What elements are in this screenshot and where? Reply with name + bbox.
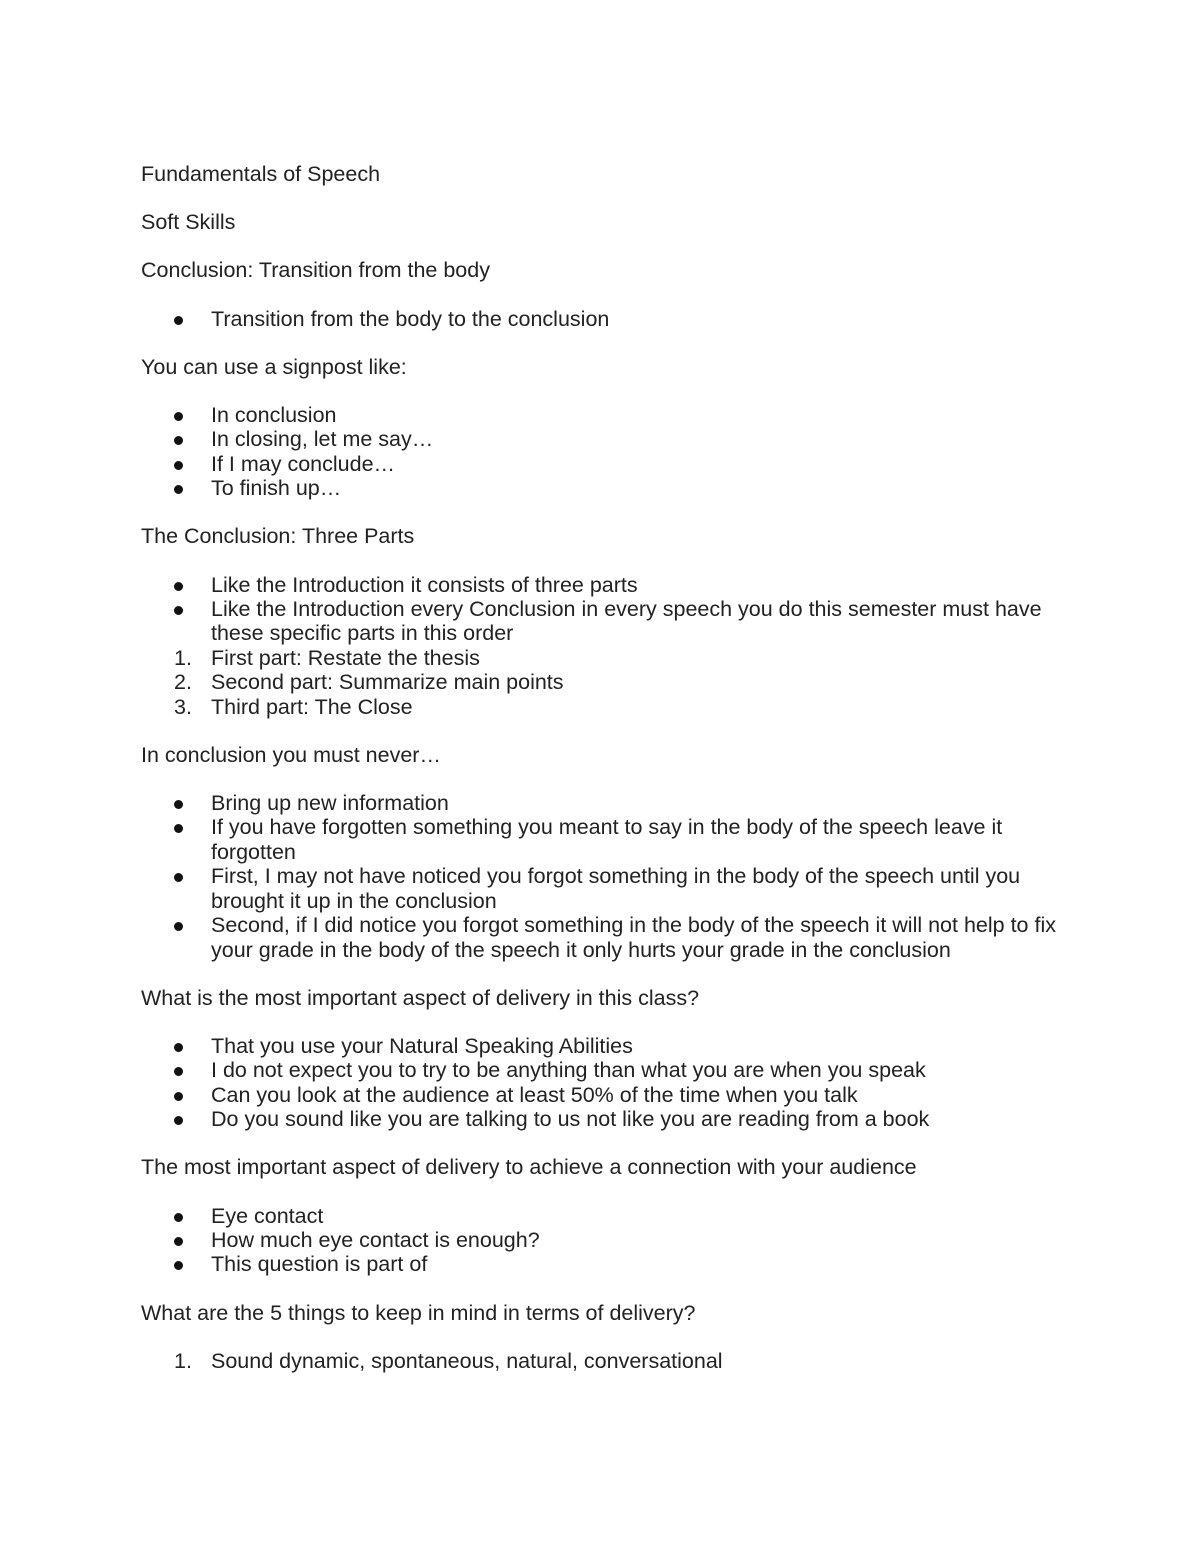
bullet-icon [174,1092,183,1101]
bullet-icon [174,436,183,445]
bullet-list [141,791,1061,962]
bullet-icon [174,1237,183,1246]
list-item: I do not expect you to try to be anything than what you are when you speak [141,1058,1061,1082]
numbered-list [141,1349,1061,1373]
list-item: How much eye contact is enough? [141,1228,1061,1252]
list-number: 3. [174,694,192,719]
section-heading: The most important aspect of delivery to achieve a connection with your audience [141,1155,917,1180]
list-item: Can you look at the audience at least 50% of the time when you talk [141,1083,1061,1107]
bullet-icon [174,1213,183,1222]
section-heading: What is the most important aspect of delivery in this class? [141,985,700,1010]
list-item: If you have forgotten something you meant to say in the body of the speech leave it forgotten [141,815,1061,864]
numbered-list [141,646,1061,719]
section-heading: In conclusion you must never… [141,742,441,767]
bullet-icon [174,461,183,470]
list-item: Bring up new information [141,791,1061,815]
section-heading: Conclusion: Transition from the body [141,258,490,283]
bullet-icon [174,316,183,325]
bullet-list [141,1034,1061,1132]
bullet-icon [174,606,183,615]
bullet-icon [174,873,183,882]
list-item: Do you sound like you are talking to us not like you are reading from a book [141,1107,1061,1131]
bullet-list [141,403,1061,501]
list-item: Eye contact [141,1204,1061,1228]
list-item: In conclusion [141,403,1061,427]
bullet-icon [174,1043,183,1052]
section-heading: What are the 5 things to keep in mind in terms of delivery? [141,1300,696,1325]
list-item: Transition from the body to the conclusion [141,307,1061,331]
bullet-icon [174,485,183,494]
list-item: This question is part of [141,1252,1061,1276]
bullet-icon [174,800,183,809]
bullet-icon [174,1261,183,1270]
section-heading: You can use a signpost like: [141,354,407,379]
bullet-icon [174,1067,183,1076]
list-item: Like the Introduction every Conclusion in every speech you do this semester must have these specific parts in this order [141,597,1061,646]
bullet-list [141,307,1061,331]
list-item: First, I may not have noticed you forgot something in the body of the speech until you brought it up in the conclusion [141,864,1061,913]
list-item: If I may conclude… [141,452,1061,476]
list-item: Second, if I did notice you forgot something in the body of the speech it will not help to fix your grade in the body of the speech it only hurts your grade in the conclusion [141,913,1061,962]
list-item: In closing, let me say… [141,427,1061,451]
list-item: 1. First part: Restate the thesis [174,645,480,670]
document-title: Fundamentals of Speech [141,162,381,186]
list-number: 1. [174,645,192,670]
list-item: That you use your Natural Speaking Abilities [141,1034,1061,1058]
list-item: 1. Sound dynamic, spontaneous, natural, conversational [174,1348,723,1373]
bullet-icon [174,1116,183,1125]
list-number: 2. [174,670,192,695]
document-page [141,162,1061,1397]
list-item: 3. Third part: The Close [174,694,413,719]
bullet-icon [174,922,183,931]
bullet-icon [174,824,183,833]
list-item: 2. Second part: Summarize main points [174,670,564,695]
list-number: 1. [174,1348,192,1373]
document-subtitle: Soft Skills [141,210,236,235]
bullet-icon [174,412,183,421]
list-item: Like the Introduction it consists of three parts [141,573,1061,597]
bullet-list [141,573,1061,646]
bullet-list [141,1204,1061,1277]
section-heading: The Conclusion: Three Parts [141,524,415,549]
bullet-icon [174,582,183,591]
list-item: To finish up… [141,476,1061,500]
